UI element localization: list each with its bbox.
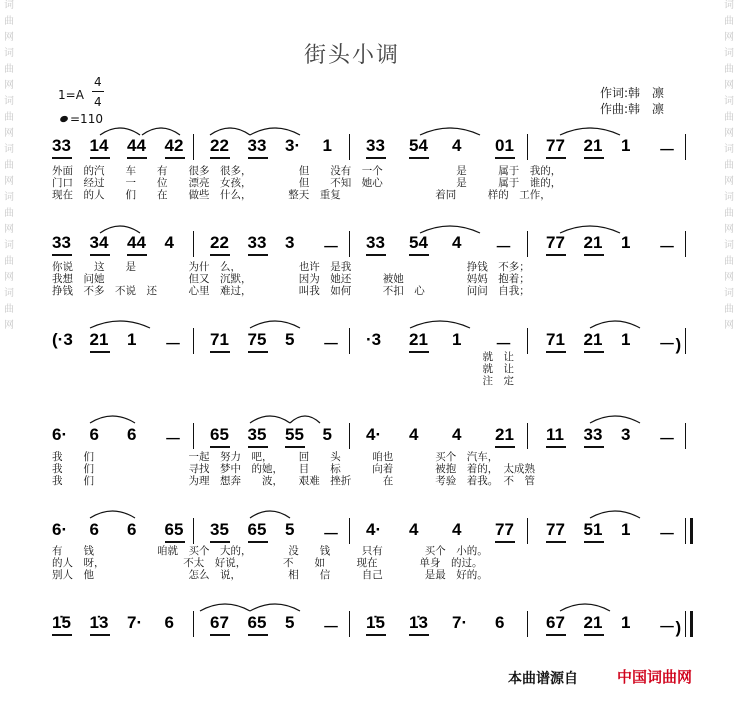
note: 35 — [210, 520, 229, 539]
note: (·3 — [52, 330, 73, 349]
slur-arc — [90, 321, 150, 328]
watermark-char: 词 — [4, 48, 14, 59]
composer: 作曲:韩 凛 — [600, 102, 665, 116]
watermark-char: 网 — [724, 320, 734, 331]
slur-arc — [142, 128, 180, 135]
slur-arc — [590, 321, 640, 328]
note: 11 — [546, 425, 564, 444]
note: 5 — [285, 520, 295, 539]
slur-arc — [250, 511, 290, 518]
note: 7· — [127, 613, 143, 632]
note: 65 — [210, 425, 229, 444]
watermark-char: 词 — [724, 240, 734, 251]
note: 7· — [452, 613, 468, 632]
watermark-char: 曲 — [724, 160, 734, 171]
note: 4· — [366, 425, 382, 444]
note: 1 — [621, 330, 631, 349]
note: 21 — [583, 613, 603, 632]
note: 35 — [247, 425, 267, 444]
note: 42 — [164, 136, 184, 155]
slur-arc — [290, 416, 320, 423]
note: 33 — [366, 233, 385, 252]
slur-arc — [420, 226, 480, 233]
note: 54 — [409, 233, 428, 252]
lyric-line: 我 们 寻找 梦中 的她， 目 标 向着 被抱 着的， 太成熟 — [52, 463, 535, 475]
watermark-char: 词 — [724, 192, 734, 203]
watermark-char: 曲 — [724, 16, 734, 27]
note: 21 — [409, 330, 428, 349]
watermark-char: 曲 — [4, 16, 14, 27]
note: 1 — [127, 330, 137, 349]
watermark-char: 网 — [724, 128, 734, 139]
lyric-line: 我 们 为理 想奔 波， 艰难 挫折 在 考验 着我。 不 管 — [52, 475, 535, 487]
note: 77 — [546, 233, 565, 252]
note: 44 — [127, 136, 146, 155]
note: － — [658, 525, 676, 544]
watermark-char: 网 — [724, 224, 734, 235]
note: 4 — [452, 233, 462, 252]
note: －) — [658, 618, 682, 637]
watermark-char: 网 — [4, 176, 14, 187]
note: 4 — [164, 233, 174, 252]
watermark-char: 词 — [724, 288, 734, 299]
note: 4 — [452, 425, 462, 444]
note: 21 — [495, 425, 514, 444]
watermark-char: 曲 — [4, 256, 14, 267]
watermark-char: 曲 — [724, 256, 734, 267]
note: 6· — [52, 425, 68, 444]
slur-arc — [90, 511, 135, 518]
watermark-char: 曲 — [4, 112, 14, 123]
watermark-char: 网 — [4, 80, 14, 91]
lyric-line: 就 让 — [52, 351, 514, 363]
note: 6 — [164, 613, 174, 632]
slur-arc — [420, 128, 480, 135]
watermark-char: 曲 — [4, 304, 14, 315]
slur-arc — [250, 416, 290, 423]
slur-arc — [560, 226, 620, 233]
watermark-char: 曲 — [724, 208, 734, 219]
watermark-char: 网 — [4, 272, 14, 283]
slur-arc — [100, 128, 140, 135]
slur-arc — [560, 128, 620, 135]
note: 33 — [366, 136, 385, 155]
watermark-char: 网 — [724, 32, 734, 43]
note: 67 — [210, 613, 229, 632]
note: 33 — [583, 425, 603, 444]
slur-arc — [90, 416, 135, 423]
slur-arc — [210, 128, 250, 135]
watermark-char: 网 — [4, 128, 14, 139]
note: 77 — [546, 520, 565, 539]
note: －) — [658, 335, 682, 354]
note: 6 — [89, 425, 99, 444]
note: － — [322, 335, 340, 354]
note: 1 — [452, 330, 462, 349]
lyric-line: 外面 的汽 车 有 很多 很多， 但 没有 一个 是 属于 我的， — [52, 165, 562, 177]
time-signature-bottom: 4 — [94, 95, 102, 109]
note: 71 — [546, 330, 565, 349]
lyric-line: 门口 经过 一 位 漂亮 女孩， 但 不知 她心 是 属于 谁的， — [52, 177, 562, 189]
lyric-line: 现在 的人 们 在 做些 什么， 整天 重复 着同 样的 工作， — [52, 189, 551, 201]
note: － — [164, 335, 182, 354]
note: 1 — [621, 233, 631, 252]
lyric-line: 别人 他 怎么 说， 相 信 自己 是最 好的。 — [52, 569, 488, 581]
note: 77 — [546, 136, 565, 155]
watermark-char: 曲 — [724, 64, 734, 75]
note: 21 — [583, 136, 603, 155]
note: 71 — [210, 330, 229, 349]
note: 4· — [366, 520, 382, 539]
note: 1̇5 — [52, 613, 71, 632]
watermark-char: 词 — [4, 240, 14, 251]
note: 1̇3 — [89, 613, 109, 632]
lyric-line: 我 们 一起 努力 吧， 回 头 咱也 买个 汽车， — [52, 451, 499, 463]
note: 34 — [89, 233, 109, 252]
watermark-char: 词 — [724, 144, 734, 155]
note: 6 — [495, 613, 505, 632]
time-signature-top: 4 — [94, 75, 102, 89]
lyric-line: 挣钱 不多 不说 还 心里 难过， 叫我 如何 不扣 心 问问 自我； — [52, 285, 530, 297]
note: 1̇5 — [366, 613, 385, 632]
note: 77 — [495, 520, 514, 539]
slur-arc — [590, 511, 640, 518]
note: 3 — [285, 233, 295, 252]
note: 3 — [621, 425, 631, 444]
slur-arc — [560, 604, 610, 611]
watermark-char: 曲 — [4, 208, 14, 219]
note: 51 — [583, 520, 603, 539]
note: 33 — [52, 136, 71, 155]
note: － — [495, 335, 512, 354]
watermark-char: 曲 — [724, 112, 734, 123]
note: 65 — [164, 520, 184, 539]
watermark-char: 网 — [724, 272, 734, 283]
watermark-char: 词 — [4, 144, 14, 155]
note: 14 — [89, 136, 109, 155]
footer-source: 本曲谱源自 — [508, 671, 578, 687]
note: 21 — [89, 330, 109, 349]
note: － — [658, 430, 676, 449]
note: － — [322, 618, 340, 637]
lyricist: 作词:韩 凛 — [600, 86, 665, 100]
watermark-char: 网 — [4, 32, 14, 43]
note: 3· — [285, 136, 301, 155]
lyric-line: 的人 呀， 不太 好说， 不 如 现在 单身 的过。 — [52, 557, 483, 569]
note: － — [495, 238, 512, 257]
note: 5 — [285, 613, 295, 632]
slur-arc — [200, 604, 250, 611]
key-signature: 1=A — [58, 88, 84, 102]
note: ·3 — [366, 330, 382, 349]
note: 33 — [52, 233, 71, 252]
watermark-char: 曲 — [4, 64, 14, 75]
note: 54 — [409, 136, 428, 155]
lyric-line: 你说 这 是 为什 么， 也许 是我 挣钱 不多； — [52, 261, 530, 273]
slur-arc — [410, 321, 470, 328]
note: 4 — [452, 136, 462, 155]
note: － — [164, 430, 182, 449]
note: 1̇3 — [409, 613, 428, 632]
watermark-char: 词 — [4, 0, 14, 11]
song-title: 街头小调 — [304, 43, 401, 68]
note: － — [658, 238, 676, 257]
watermark-char: 曲 — [4, 160, 14, 171]
note: － — [322, 525, 340, 544]
note: － — [658, 141, 676, 160]
note: 1 — [621, 136, 631, 155]
note: 21 — [583, 233, 603, 252]
note: 1 — [322, 136, 332, 155]
lyric-line: 有 钱 咱就 买个 大的， 没 钱 只有 买个 小的。 — [52, 545, 488, 557]
slur-arc — [590, 416, 640, 423]
note: 5 — [285, 330, 295, 349]
slur-arc — [250, 604, 300, 611]
watermark-char: 词 — [4, 96, 14, 107]
note: 4 — [409, 520, 419, 539]
note: 33 — [247, 136, 267, 155]
note: 55 — [285, 425, 304, 444]
slur-arc — [100, 226, 140, 233]
note: 01 — [495, 136, 514, 155]
note: 33 — [247, 233, 267, 252]
note: 6 — [127, 425, 137, 444]
note: 6 — [127, 520, 137, 539]
footer-site-link[interactable]: 中国词曲网 — [617, 668, 693, 686]
watermark-char: 网 — [724, 80, 734, 91]
watermark-char: 曲 — [724, 304, 734, 315]
slur-arc — [250, 321, 300, 328]
slur-arc — [250, 128, 300, 135]
note: 4 — [452, 520, 462, 539]
watermark-char: 网 — [4, 320, 14, 331]
note: 1 — [621, 520, 631, 539]
watermark-char: 词 — [724, 96, 734, 107]
watermark-char: 词 — [724, 0, 734, 11]
watermark-char: 词 — [4, 288, 14, 299]
note: 44 — [127, 233, 146, 252]
watermark-char: 词 — [4, 192, 14, 203]
note: － — [322, 238, 340, 257]
note: 65 — [247, 520, 267, 539]
tempo: =110 — [70, 112, 103, 126]
note: 6 — [89, 520, 99, 539]
note: 4 — [409, 425, 419, 444]
lyric-line: 我想 问她 但又 沉默， 因为 她还 被她 妈妈 抱着； — [52, 273, 530, 285]
lyric-line: 注 定 — [52, 375, 514, 387]
watermark-char: 词 — [724, 48, 734, 59]
note: 1 — [621, 613, 631, 632]
note: 67 — [546, 613, 565, 632]
note: 22 — [210, 233, 229, 252]
note: 75 — [247, 330, 267, 349]
watermark-char: 网 — [724, 176, 734, 187]
watermark-char: 网 — [4, 224, 14, 235]
note: 22 — [210, 136, 229, 155]
note: 65 — [247, 613, 267, 632]
note: 6· — [52, 520, 68, 539]
note: 21 — [583, 330, 603, 349]
lyric-line: 就 让 — [52, 363, 514, 375]
note: 5 — [322, 425, 332, 444]
